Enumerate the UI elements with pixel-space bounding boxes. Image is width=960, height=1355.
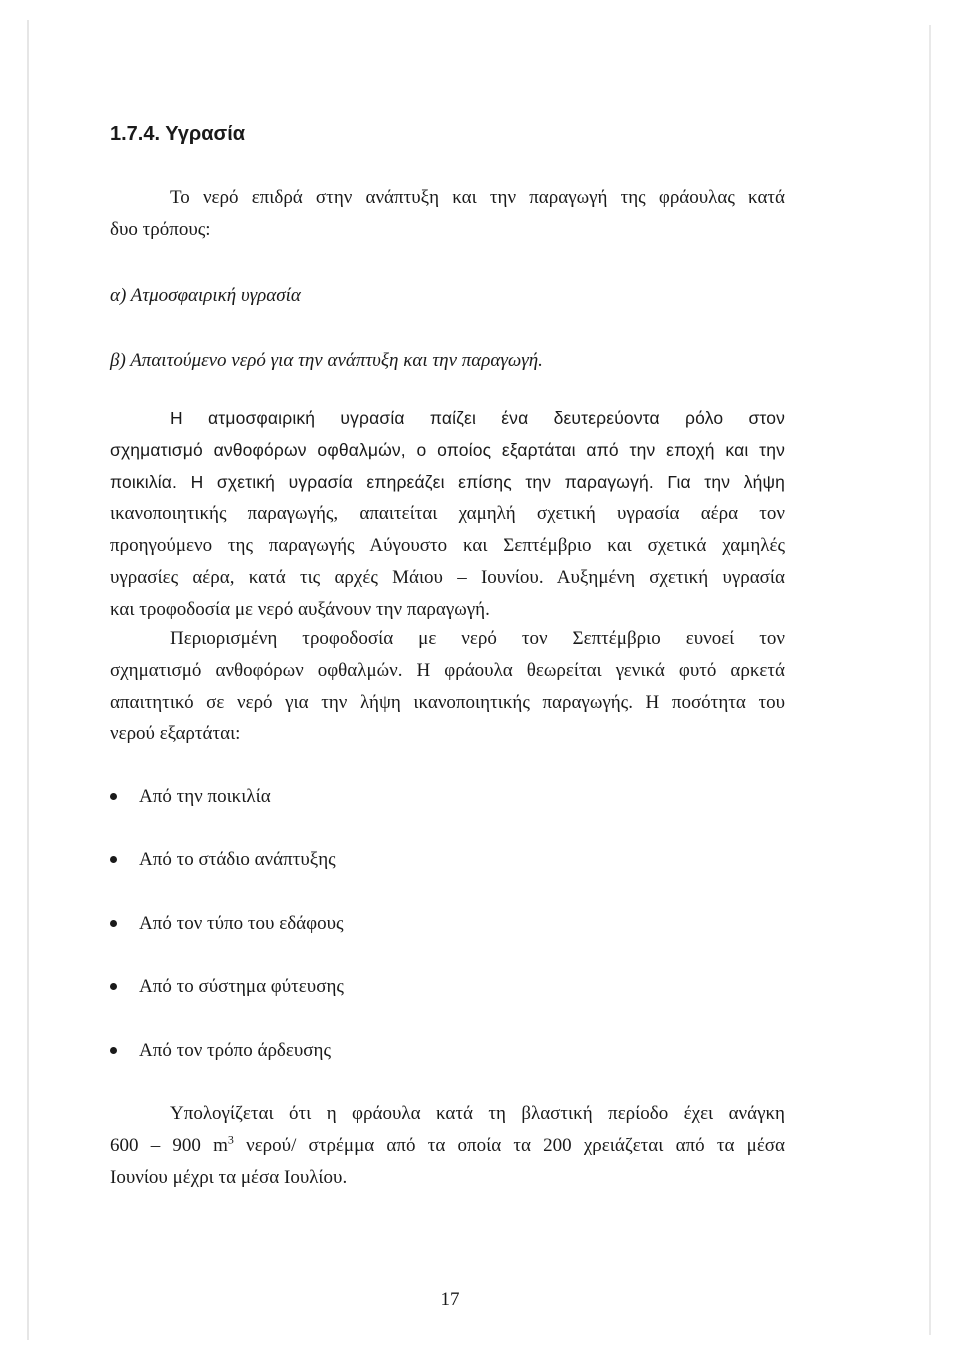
volume-range: 600 – 900 m xyxy=(110,1135,228,1156)
paragraph-line: νερού εξαρτάται: xyxy=(110,723,241,744)
intro-line: δυο τρόπους: xyxy=(110,219,211,240)
bullet-dot-icon xyxy=(110,793,117,800)
paragraph-line: σχηματισμό ανθοφόρων οφθαλμών. Η φράουλα θεωρείται γενικά φυτό αρκετά xyxy=(110,660,785,681)
page-number: 17 xyxy=(440,1289,460,1310)
paragraph-line: απαιτητικό σε νερό για την λήψη ικανοποιητικής παραγωγής. Η ποσότητα του xyxy=(110,692,785,713)
cubic-superscript: 3 xyxy=(227,1132,234,1147)
paragraph-line: ποικιλία. Η σχετική υγρασία επηρεάζει επίσης την παραγωγή. Για την λήψη xyxy=(110,472,785,492)
bullet-item xyxy=(110,785,271,809)
intro-line: Το νερό επιδρά στην ανάπτυξη και την παραγωγή της φράουλας κατά xyxy=(170,187,785,208)
paragraph-line xyxy=(110,1134,785,1158)
bullet-text: Από το σύστημα φύτευσης xyxy=(139,976,344,997)
paragraph-line: Υπολογίζεται ότι η φράουλα κατά τη βλαστική περίοδο έχει ανάγκη xyxy=(170,1103,785,1124)
bullet-dot-icon xyxy=(110,920,117,927)
bullet-text: Από την ποικιλία xyxy=(139,786,271,807)
paragraph-line: ικανοποιητικής παραγωγής, απαιτείται χαμηλή σχετική υγρασία αέρα τον xyxy=(110,503,785,524)
bullet-dot-icon xyxy=(110,1047,117,1054)
bullet-item xyxy=(110,912,344,936)
paragraph-line: σχηματισμό ανθοφόρων οφθαλμών, ο οποίος εξαρτάται από την εποχή και την xyxy=(110,440,785,460)
paragraph-line: και τροφοδοσία με νερό αυξάνουν την παραγωγή. xyxy=(110,599,490,620)
section-heading: 1.7.4. Υγρασία xyxy=(110,123,246,145)
list-item-a: α) Ατμοσφαιρική υγρασία xyxy=(110,285,301,306)
paragraph-line: Ιουνίου μέχρι τα μέσα Ιουλίου. xyxy=(110,1167,348,1188)
list-item-b: β) Απαιτούμενο νερό για την ανάπτυξη και την παραγωγή. xyxy=(110,350,543,371)
bullet-text: Από το στάδιο ανάπτυξης xyxy=(139,849,336,870)
bullet-item xyxy=(110,848,336,872)
bullet-text: Από τον τύπο του εδάφους xyxy=(139,913,344,934)
paragraph-line: Η ατμοσφαιρική υγρασία παίζει ένα δευτερεύοντα ρόλο στον xyxy=(170,408,785,428)
bullet-text: Από τον τρόπο άρδευσης xyxy=(139,1040,331,1061)
paragraph-line: υγρασίες αέρα, κατά τις αρχές Μάιου – Ιουνίου. Αυξημένη σχετική υγρασία xyxy=(110,567,785,588)
bullet-item xyxy=(110,975,344,999)
bullet-dot-icon xyxy=(110,856,117,863)
paragraph-line: Περιορισμένη τροφοδοσία με νερό τον Σεπτέμβριο ευνοεί τον xyxy=(170,628,785,649)
scan-right-edge xyxy=(929,25,931,1335)
paragraph-line-rest: νερού/ στρέμμα από τα οποία τα 200 χρειάζεται από τα μέσα xyxy=(233,1135,785,1156)
bullet-item xyxy=(110,1039,331,1063)
scan-left-edge xyxy=(27,20,29,1340)
paragraph-line: προηγούμενο της παραγωγής Αύγουστο και Σεπτέμβριο και σχετικά χαμηλές xyxy=(110,535,785,556)
bullet-dot-icon xyxy=(110,983,117,990)
